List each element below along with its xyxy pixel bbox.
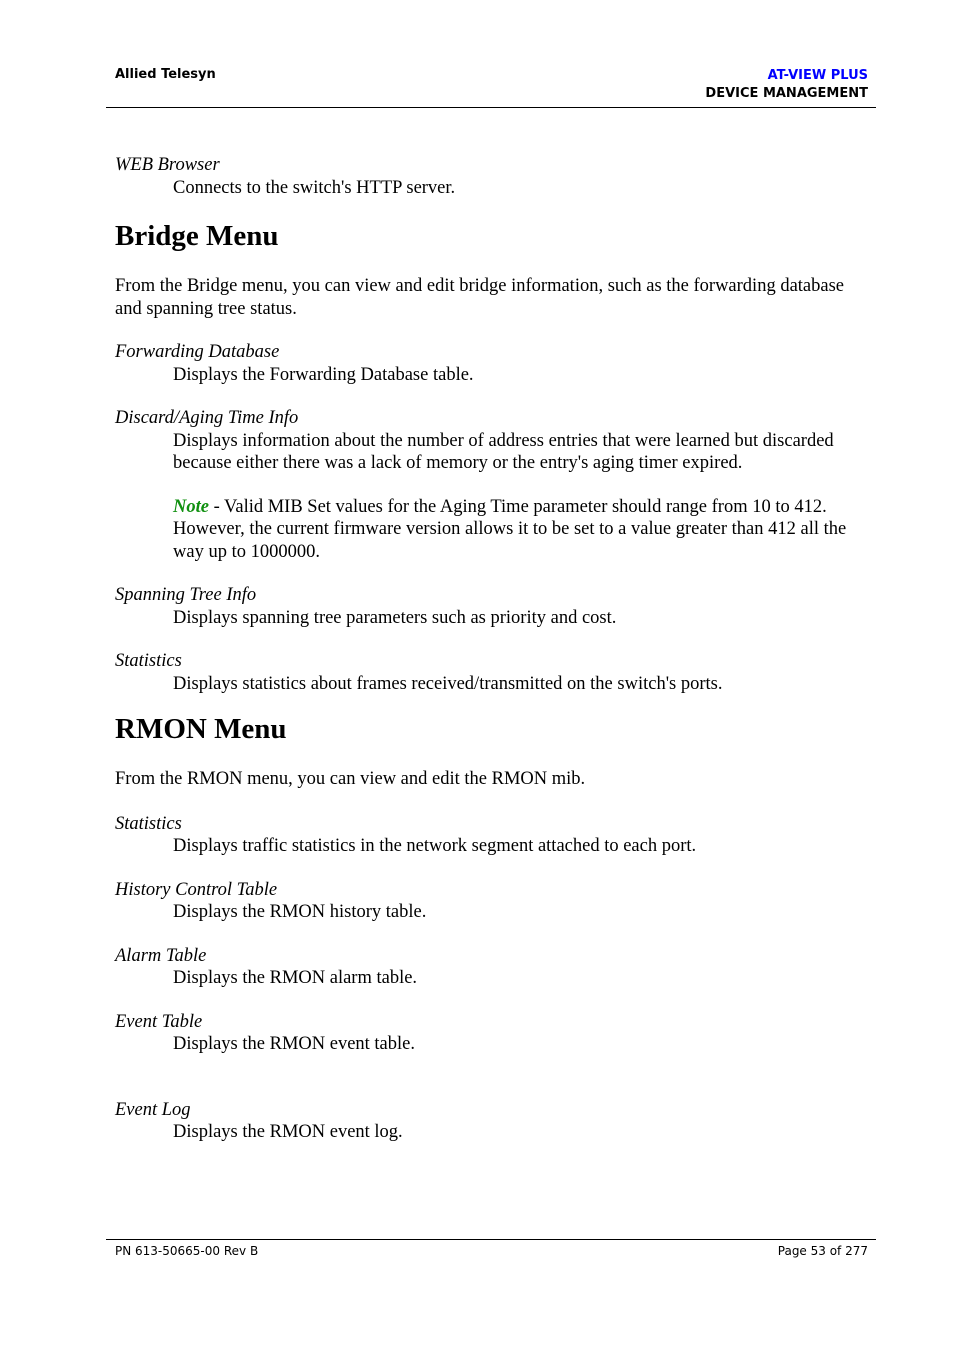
rmon-intro: From the RMON menu, you can view and edit the RMON mib. xyxy=(115,769,586,789)
definition-term: WEB Browser xyxy=(115,155,220,175)
header-product: AT-VIEW PLUS xyxy=(767,68,868,83)
definition-term: Event Table xyxy=(115,1011,203,1032)
header-divider xyxy=(106,107,876,108)
page-body xyxy=(115,154,875,1165)
definition-term: History Control Table xyxy=(115,879,278,900)
footer-page-number: Page 53 of 277 xyxy=(777,1244,868,1258)
definition-description: Displays the RMON event table. xyxy=(173,1034,415,1054)
definition-discard-aging xyxy=(115,407,875,563)
definition-description: Displays spanning tree parameters such as priority and cost. xyxy=(173,607,617,628)
definition-term: Alarm Table xyxy=(115,945,207,966)
definition-description: Displays the RMON event log. xyxy=(173,1122,403,1142)
header-company: Allied Telesyn xyxy=(115,67,216,82)
footer-divider xyxy=(106,1239,876,1240)
note-label: Note xyxy=(173,496,209,517)
header-title-block xyxy=(705,67,868,103)
definition-forwarding-database xyxy=(115,341,875,386)
rmon-menu-heading: RMON Menu xyxy=(115,713,287,745)
definition-event-log xyxy=(115,1099,875,1144)
definition-description: Displays information about the number of address entries that were learned but discarded because either there was a lack of memory or the entry's aging timer expired. xyxy=(173,430,834,473)
footer-part-number: PN 613-50665-00 Rev B xyxy=(115,1244,259,1258)
definition-history-control xyxy=(115,879,875,924)
definition-description: Displays the RMON alarm table. xyxy=(173,968,418,988)
definition-term: Event Log xyxy=(115,1099,191,1120)
definition-description: Displays the Forwarding Database table. xyxy=(173,364,474,385)
definition-description: Displays traffic statistics in the network segment attached to each port. xyxy=(173,836,697,856)
definition-description: Displays statistics about frames received/transmitted on the switch's ports. xyxy=(173,673,723,694)
definition-web-browser xyxy=(115,154,875,199)
note-text: - Valid MIB Set values for the Aging Time parameter should range from 10 to 412. However, the current firmware version allows it to be set to a value greater than 412 all the way up to 1000000. xyxy=(173,496,847,562)
definition-rmon-statistics xyxy=(115,813,875,858)
definition-spanning-tree xyxy=(115,584,875,629)
definition-event-table xyxy=(115,1011,875,1056)
definition-term: Spanning Tree Info xyxy=(115,585,257,605)
definition-term: Statistics xyxy=(115,813,182,834)
definition-term: Discard/Aging Time Info xyxy=(115,408,299,428)
definition-bridge-statistics xyxy=(115,650,875,695)
note-paragraph xyxy=(173,496,875,564)
bridge-menu-heading: Bridge Menu xyxy=(115,220,279,252)
definition-description: Connects to the switch's HTTP server. xyxy=(173,177,456,198)
definition-term: Statistics xyxy=(115,651,182,671)
definition-alarm-table xyxy=(115,945,875,990)
header-section: DEVICE MANAGEMENT xyxy=(705,86,868,101)
bridge-intro: From the Bridge menu, you can view and edit bridge information, such as the forwarding database and spanning tree status. xyxy=(115,276,845,319)
definition-description: Displays the RMON history table. xyxy=(173,902,427,922)
definition-term: Forwarding Database xyxy=(115,342,280,362)
